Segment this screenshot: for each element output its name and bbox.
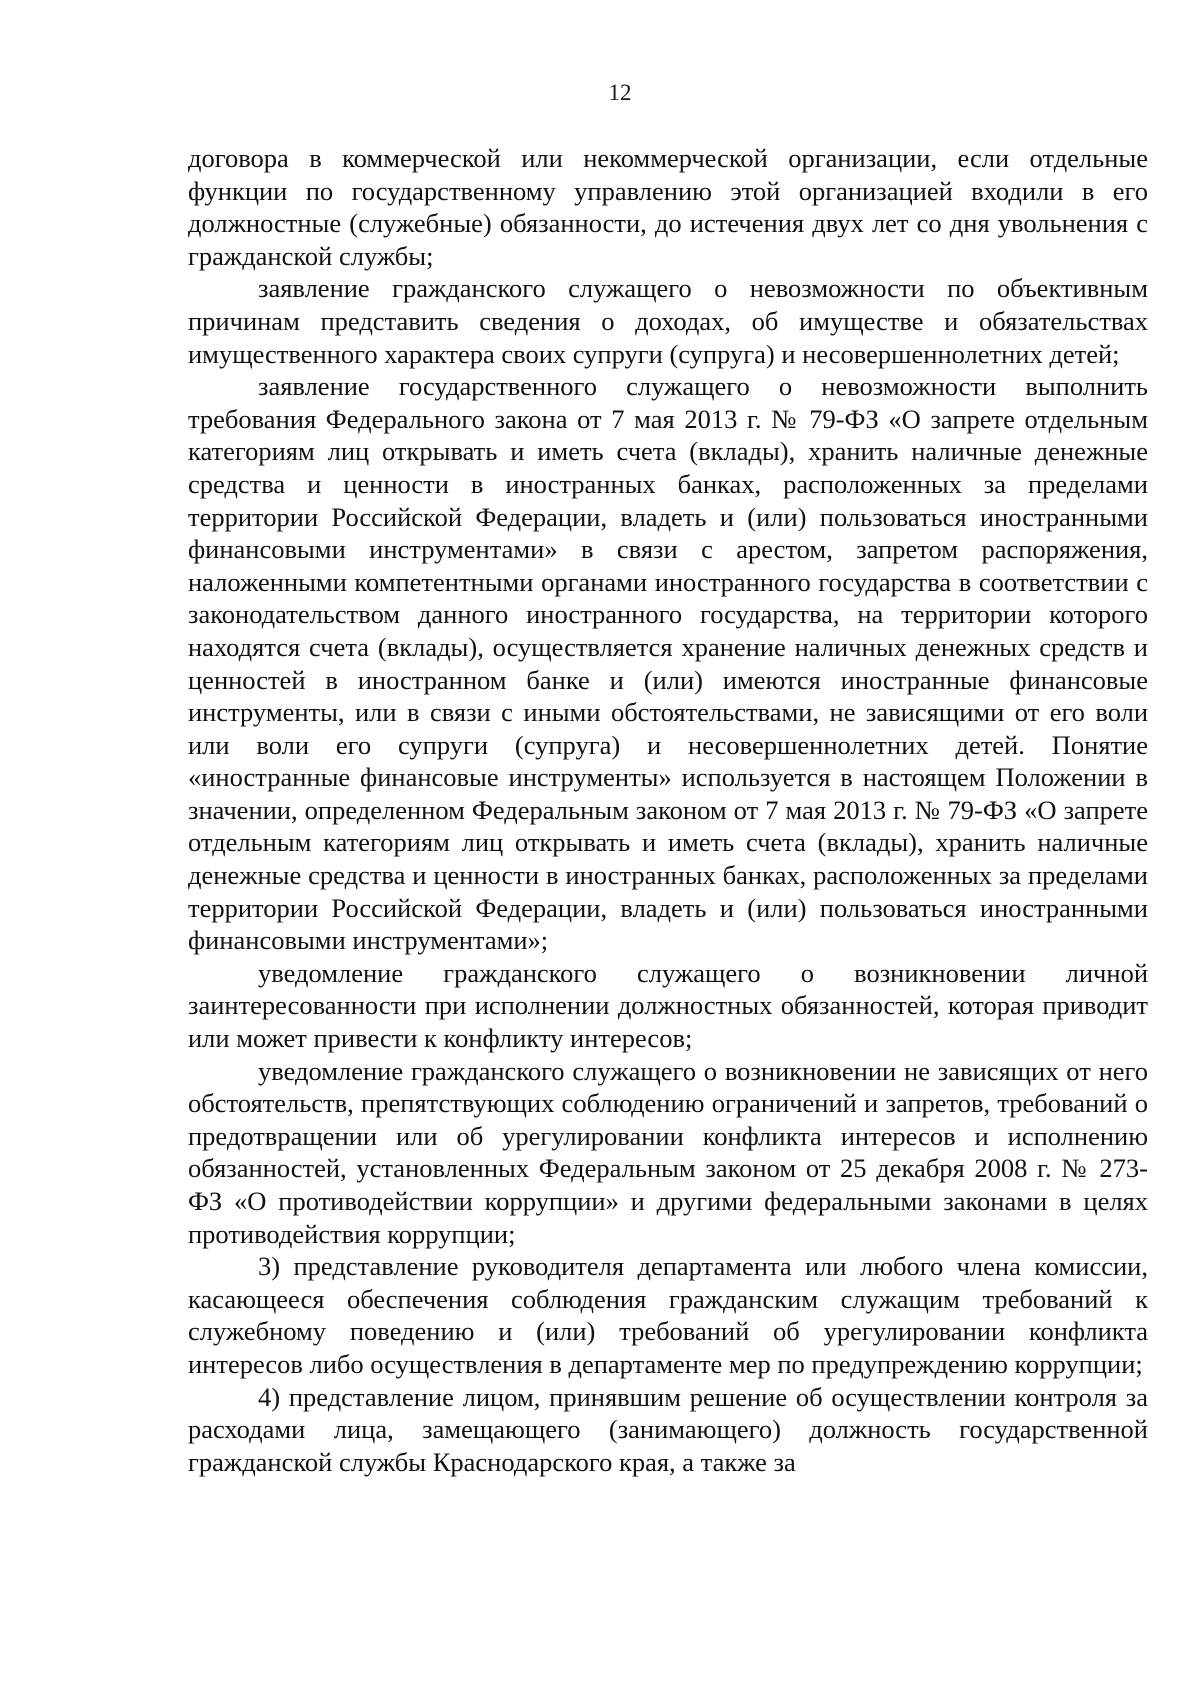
paragraph-continuation: договора в коммерческой или некоммерческой организации, если отдельные функции по государственному управлению этой организацией входили в его должностные (служебные) обязанности, до истечения двух лет со дня увольнения с гражданской службы; <box>188 143 1148 271</box>
paragraph-notice-conflict-of-interest: уведомление гражданского служащего о возникновении личной заинтересованности при исполнении должностных обязанностей, которая приводит или может привести к конфликту интересов; <box>188 957 1148 1054</box>
page-number: 12 <box>608 80 632 105</box>
paragraph-item-4: 4) представление лицом, принявшим решение об осуществлении контроля за расходами лица, замещающего (занимающего) должность государственной гражданской службы Краснодарского края, а также за <box>188 1381 1148 1477</box>
paragraph-notice-circumstances: уведомление гражданского служащего о возникновении не зависящих от него обстоятельств, препятствующих соблюдению ограничений и запретов, требований о предотвращении или об урегулировании конфликта интересов и исполнению обязанностей, установленных Федеральным законом от 25 декабря 2008 г. № 273-ФЗ «О противодействии коррупции» и другими федеральными законами в целях противодействия коррупции; <box>188 1055 1148 1249</box>
body-text <box>188 142 1148 1478</box>
paragraph-statement-spouse-income: заявление гражданского служащего о невозможности по объективным причинам представить сведения о доходах, об имуществе и обязательствах имущественного характера своих супруги (супруга) и несовершеннолетних детей; <box>188 273 1148 369</box>
paragraph-item-3: 3) представление руководителя департамента или любого члена комиссии, касающееся обеспечения соблюдения гражданским служащим требований к служебному поведению и (или) требований об урегулировании конфликта интересов либо осуществления в департаменте мер по предупреждению коррупции; <box>188 1251 1148 1379</box>
paragraph-statement-foreign-accounts: заявление государственного служащего о невозможности выполнить требования Федерального закона от 7 мая 2013 г. № 79-ФЗ «О запрете отдельным категориям лиц открывать и иметь счета (вклады), хранить наличные денежные средства и ценности в иностранных банках, расположенных за пределами территории Российской Федерации, владеть и (или) пользоваться иностранными финансовыми инструментами» в связи с арестом, запретом распоряжения, наложенными компетентными органами иностранного государства в соответствии с законодательством данного иностранного государства, на территории которого находятся счета (вклады), осуществляется хранение наличных денежных средств и ценностей в иностранном банке и (или) имеются иностранные финансовые инструменты, или в связи с иными обстоятельствами, не зависящими от его воли или воли его супруги (супруга) и несовершеннолетних детей. Понятие «иностранные финансовые инструменты» используется в настоящем Положении в значении, определенном Федеральным законом от 7 мая 2013 г. № 79-ФЗ «О запрете отдельным категориям лиц открывать и иметь счета (вклады), хранить наличные денежные средства и ценности в иностранных банках, расположенных за пределами территории Российской Федерации, владеть и (или) пользоваться иностранными финансовыми инструментами»; <box>188 371 1148 956</box>
